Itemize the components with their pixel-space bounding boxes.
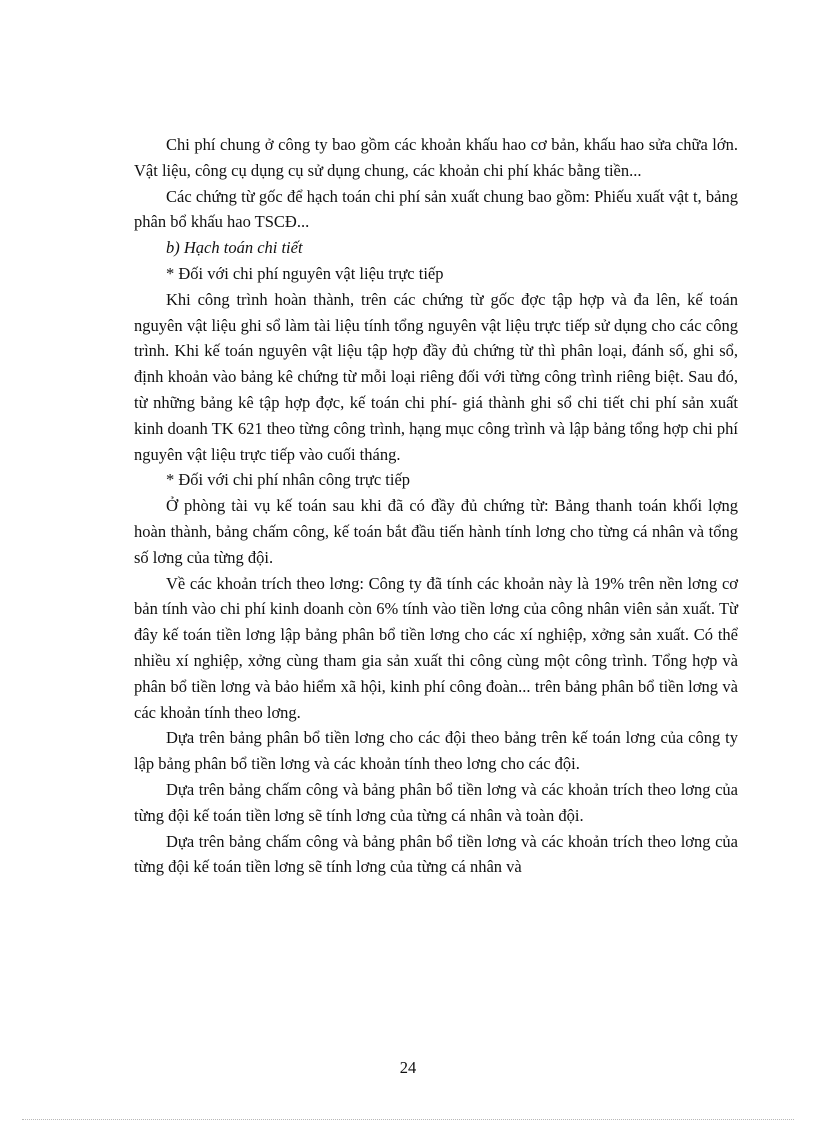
page-bottom-divider [22, 1119, 794, 1120]
paragraph-overhead-costs: Chi phí chung ở công ty bao gồm các khoản khấu hao cơ bản, khấu hao sửa chữa lớn. Vật liệu, công cụ dụng cụ sử dụng chung, các khoản chi phí khác bằng tiền... [134, 135, 738, 180]
page-number: 24 [399, 1058, 417, 1077]
paragraph-labor-documents: Ở phòng tài vụ kế toán sau khi đã có đầy đủ chứng từ: Bảng thanh toán khối lợng hoàn thành, bảng chấm công, kế toán bắt đầu tiến hành tính lơng cho từng cá nhân và tổng số lơng của từng đội. [134, 496, 738, 567]
paragraph-timesheet-calculation: Dựa trên bảng chấm công và bảng phân bổ tiền lơng và các khoản trích theo lơng của từng đội kế toán tiền lơng sẽ tính lơng của từng cá nhân và toàn đội. [134, 779, 738, 825]
section-heading-detailed-accounting: b) Hạch toán chi tiết [166, 238, 303, 258]
paragraph-direct-materials: Khi công trình hoàn thành, trên các chứng từ gốc đợc tập hợp và đa lên, kế toán nguyên vật liệu ghi sổ làm tài liệu tính tổng nguyên vật liệu trực tiếp sử dụng cho các công trình. Khi kế toán nguyên vật liệu tập hợp đầy đủ chứng từ thì phân loại, đánh số, ghi sổ, định khoản vào bảng kê chứng từ mỗi loại riêng đối với từng công trình riêng biệt. Sau đó, từ những bảng kê tập hợp đợc, kế toán chi phí- giá thành ghi sổ chi tiết chi phí sản xuất kinh doanh TK 621 theo từng công trình, hạng mục công trình và lập bảng tổng hợp chi phí nguyên vật liệu trực tiếp vào cuối tháng. [134, 289, 738, 464]
subheading-direct-labor: * Đối với chi phí nhân công trực tiếp [166, 470, 411, 490]
paragraph-source-documents: Các chứng từ gốc để hạch toán chi phí sản xuất chung bao gồm: Phiếu xuất vật t, bảng phân bổ khấu hao TSCĐ... [134, 186, 738, 232]
subheading-direct-materials: * Đối với chi phí nguyên vật liệu trực tiếp [166, 263, 444, 283]
paragraph-salary-allocation-teams: Dựa trên bảng phân bổ tiền lơng cho các đội theo bảng trên kế toán lơng của công ty lập bảng phân bổ tiền lơng và các khoản tính theo lơng cho các đội. [134, 728, 738, 774]
paragraph-salary-deductions: Về các khoản trích theo lơng: Công ty đã tính các khoản này là 19% trên nền lơng cơ bản tính vào chi phí kinh doanh còn 6% tính vào tiền lơng của công nhân viên sản xuất. Từ đây kế toán tiền lơng lập bảng phân bổ tiền lơng cho các xí nghiệp, xởng sản xuất. Có thể nhiều xí nghiệp, xởng cùng tham gia sản xuất thi công cùng một công trình. Tổng hợp và phân bổ tiền lơng và bảo hiểm xã hội, kinh phí công đoàn... trên bảng phân bổ tiền lơng và các khoản tính theo lơng. [134, 573, 738, 722]
body-text [134, 132, 738, 880]
paragraph-timesheet-calculation-repeat: Dựa trên bảng chấm công và bảng phân bổ tiền lơng và các khoản trích theo lơng của từng đội kế toán tiền lơng sẽ tính lơng của từng cá nhân và [134, 831, 738, 877]
